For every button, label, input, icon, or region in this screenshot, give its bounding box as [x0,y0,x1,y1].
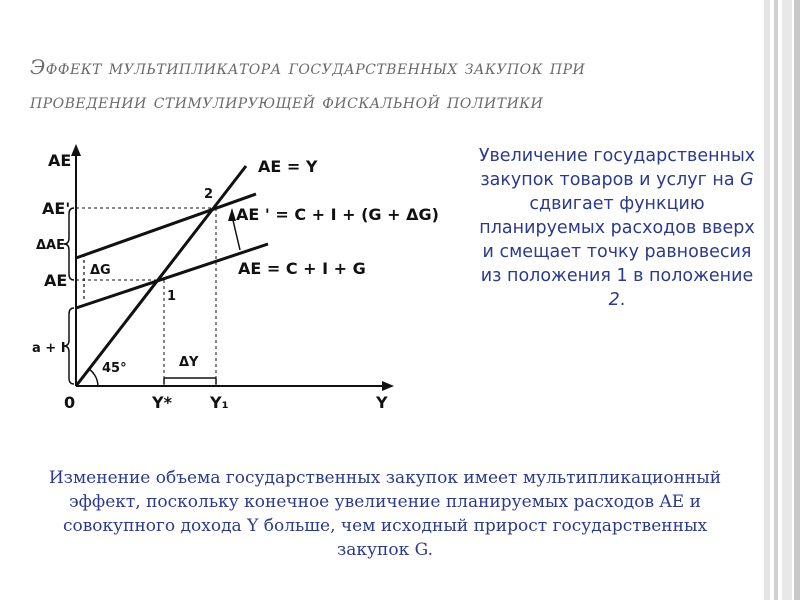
x-axis-arrow [382,381,394,391]
y-axis-arrow [71,144,81,156]
x-axis-label: Y [376,393,388,412]
x-label-y1: Y₁ [210,393,229,412]
x-label-y-star: Y* [152,393,172,412]
explanation-text [474,144,760,312]
point-2-label: 2 [204,187,214,202]
slide-frame-decoration [764,0,800,600]
y-label-a-plus-i: a + I [32,341,66,356]
multiplier-diagram [32,142,439,422]
angle-arc [89,369,98,386]
point-1-label: 1 [167,289,177,304]
y-axis-label: AE [48,151,72,170]
origin-label: 0 [64,393,76,412]
explanation-part-2: G [740,170,754,190]
title-line-2: проведении стимулирующей фискальной политики [30,89,544,113]
delta-y-bracket [164,378,216,384]
explanation-part-4: 2 [608,290,620,310]
brace-delta-ae [64,208,74,280]
line-new-label: AE ' = C + I + (G + ΔG) [236,205,439,224]
y-label-delta-ae: ΔAE [36,238,66,253]
label-pointer-arrow [228,208,236,221]
angle-label: 45° [102,361,127,376]
delta-y-label: ΔY [179,355,199,370]
line-ae-new [76,194,256,258]
conclusion-text: Изменение объема государственных закупок имеет мультипликационный эффект, поскольку конечное увеличение планируемых расходов AE и совокупного дохода Y больше, чем исходный прирост государственных закупок G. [48,468,722,560]
slide-title [30,50,730,118]
explanation-part-5: . [619,290,626,310]
delta-g-label: ΔG [90,263,111,278]
explanation-part-1: Увеличение государственных закупок товаров и услуг на [478,146,756,190]
line-old-label: AE = C + I + G [238,259,366,278]
y-label-ae-prime: AE' [42,199,71,218]
explanation-part-3: сдвигает функцию планируемых расходов вверх и смещает точку равновесия из положения 1 в положение [479,194,755,286]
y-label-ae: AE [44,271,68,290]
title-line-1: Эффект мультипликатора государственных закупок при [30,55,586,79]
line-45-label: AE = Y [258,157,318,176]
